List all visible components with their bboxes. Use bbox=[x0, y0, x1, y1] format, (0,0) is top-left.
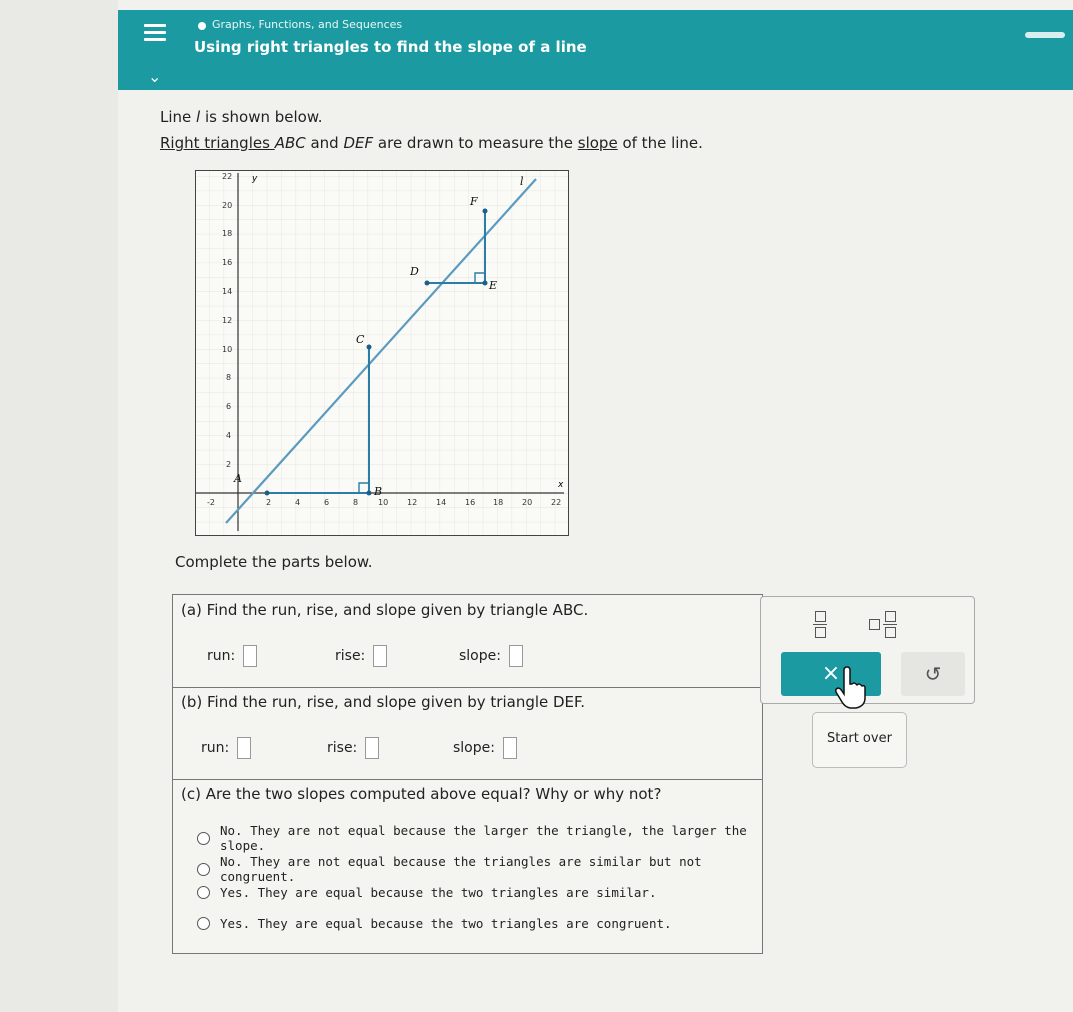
x-tick: 16 bbox=[465, 498, 476, 507]
x-tick: 6 bbox=[324, 498, 330, 507]
y-tick: 8 bbox=[226, 373, 232, 382]
chevron-down-icon[interactable]: ⌄ bbox=[148, 67, 162, 86]
x-tick: 22 bbox=[551, 498, 562, 507]
part-b-slope-field bbox=[453, 737, 517, 759]
y-tick: 6 bbox=[226, 402, 232, 411]
y-tick: 12 bbox=[222, 316, 233, 325]
label-c: C bbox=[356, 333, 365, 346]
option-2[interactable] bbox=[197, 854, 762, 884]
slope-link[interactable]: slope bbox=[577, 134, 618, 152]
radio-button[interactable] bbox=[197, 863, 210, 876]
rise-label: rise: bbox=[327, 740, 358, 756]
clear-button[interactable]: × bbox=[781, 652, 881, 696]
part-c bbox=[173, 779, 762, 953]
x-tick: 20 bbox=[522, 498, 533, 507]
x-tick: -2 bbox=[207, 498, 215, 507]
part-a-run-input[interactable] bbox=[243, 645, 257, 667]
option-1[interactable] bbox=[197, 823, 762, 853]
start-over-button[interactable]: Start over bbox=[812, 712, 907, 768]
part-b-rise-input[interactable] bbox=[365, 737, 379, 759]
part-a-run-field bbox=[207, 645, 257, 667]
y-tick: 2 bbox=[226, 460, 232, 469]
y-tick: 4 bbox=[226, 431, 232, 440]
label-d: D bbox=[410, 265, 419, 278]
x-axis-label: x bbox=[558, 480, 564, 490]
radio-button[interactable] bbox=[197, 917, 210, 930]
point-d bbox=[425, 281, 430, 286]
collapse-bar bbox=[118, 62, 1073, 90]
label-b: B bbox=[374, 485, 383, 498]
part-a-title: (a) Find the run, rise, and slope given by triangle ABC. bbox=[181, 601, 589, 619]
graph-svg bbox=[196, 171, 568, 535]
part-a bbox=[173, 595, 762, 688]
option-text: No. They are not equal because the triangles are similar but not congruent. bbox=[220, 854, 702, 884]
y-axis-label: y bbox=[252, 174, 258, 184]
x-tick: 4 bbox=[295, 498, 301, 507]
part-a-slope-input[interactable] bbox=[509, 645, 523, 667]
mixed-number-button[interactable] bbox=[869, 611, 897, 638]
coordinate-graph bbox=[195, 170, 569, 536]
x-tick: 10 bbox=[378, 498, 389, 507]
label-a: A bbox=[234, 472, 242, 485]
part-b-rise-field bbox=[327, 737, 379, 759]
breadcrumb: Graphs, Functions, and Sequences bbox=[212, 18, 403, 31]
x-tick: 14 bbox=[436, 498, 447, 507]
question-box bbox=[172, 594, 763, 954]
menu-icon[interactable] bbox=[144, 24, 166, 42]
part-b-slope-input[interactable] bbox=[503, 737, 517, 759]
fraction-button[interactable] bbox=[813, 611, 827, 638]
option-3[interactable] bbox=[197, 885, 657, 900]
topic-dot-icon bbox=[198, 22, 206, 30]
part-c-title: (c) Are the two slopes computed above equal? Why or why not? bbox=[181, 785, 662, 803]
x-tick: 2 bbox=[266, 498, 272, 507]
point-c bbox=[367, 345, 372, 350]
y-tick: 18 bbox=[222, 229, 233, 238]
part-b-run-field bbox=[201, 737, 251, 759]
slope-label: slope: bbox=[453, 740, 495, 756]
y-tick: 20 bbox=[222, 201, 233, 210]
hand-cursor-icon bbox=[832, 666, 868, 710]
page-title: Using right triangles to find the slope of a line bbox=[194, 38, 587, 56]
label-f: F bbox=[470, 195, 478, 208]
problem-intro bbox=[160, 104, 703, 156]
y-tick: 14 bbox=[222, 287, 233, 296]
undo-button[interactable]: ↺ bbox=[901, 652, 965, 696]
point-e bbox=[483, 281, 488, 286]
radio-button[interactable] bbox=[197, 832, 210, 845]
part-a-slope-field bbox=[459, 645, 523, 667]
part-a-rise-field bbox=[335, 645, 387, 667]
rise-label: rise: bbox=[335, 648, 366, 664]
option-text: Yes. They are equal because the two triangles are congruent. bbox=[220, 916, 672, 931]
intro-line-1: Line l is shown below. bbox=[160, 108, 323, 126]
x-tick: 8 bbox=[353, 498, 359, 507]
run-label: run: bbox=[207, 648, 236, 664]
point-f bbox=[483, 209, 488, 214]
x-tick: 12 bbox=[407, 498, 418, 507]
point-a bbox=[265, 491, 270, 496]
run-label: run: bbox=[201, 740, 230, 756]
option-text: Yes. They are equal because the two triangles are similar. bbox=[220, 885, 657, 900]
progress-bar bbox=[1025, 32, 1065, 38]
label-e: E bbox=[489, 279, 498, 292]
y-tick: 16 bbox=[222, 258, 233, 267]
part-a-rise-input[interactable] bbox=[373, 645, 387, 667]
intro-line-2: Right triangles ABC and DEF are drawn to measure the slope of the line. bbox=[160, 134, 703, 152]
option-text: No. They are not equal because the larger the triangle, the larger the slope. bbox=[220, 823, 747, 853]
x-tick: 18 bbox=[493, 498, 504, 507]
option-4[interactable] bbox=[197, 916, 672, 931]
point-b bbox=[367, 491, 372, 496]
y-tick: 10 bbox=[222, 345, 233, 354]
label-line-l: l bbox=[520, 175, 524, 188]
part-b-title: (b) Find the run, rise, and slope given by triangle DEF. bbox=[181, 693, 586, 711]
parts-instruction: Complete the parts below. bbox=[175, 553, 373, 571]
app-header bbox=[118, 10, 1073, 62]
part-b-run-input[interactable] bbox=[237, 737, 251, 759]
radio-button[interactable] bbox=[197, 886, 210, 899]
y-tick: 22 bbox=[222, 172, 233, 181]
slope-label: slope: bbox=[459, 648, 501, 664]
part-b bbox=[173, 687, 762, 780]
